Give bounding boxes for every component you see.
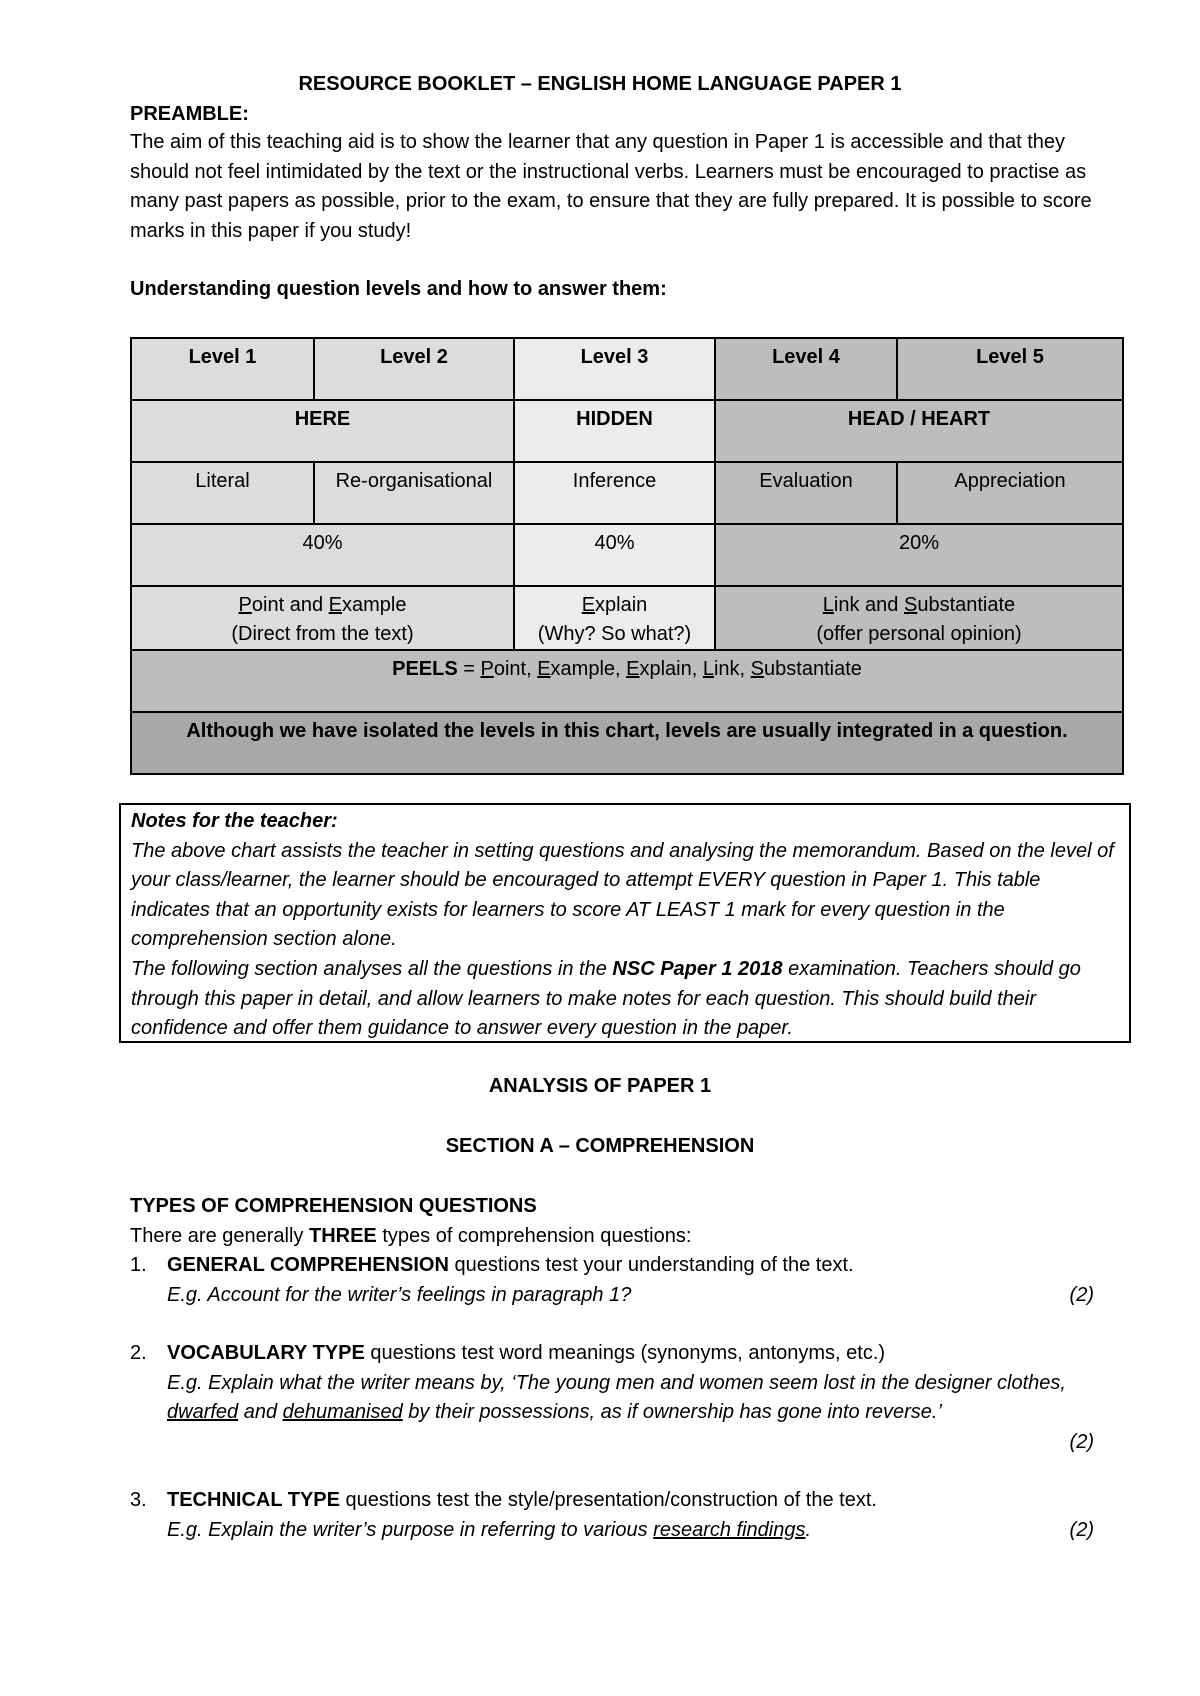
item-example: E.g. Account for the writer’s feelings in paragraph 1? <box>167 1283 632 1306</box>
item-text <box>167 1339 1122 1428</box>
initial-letter: S <box>750 658 765 680</box>
preamble-text: The aim of this teaching aid is to show the learner that any question in Paper 1 is accessible and that they should not feel intimidated by the text or the instructional verbs. Learners must be encouraged to practise as many past papers as possible, prior to the exam, to ensure that they are fully prepared. It is possible to score marks in this paper if you study! <box>130 131 1092 242</box>
types-intro-text: There are generally <box>130 1225 309 1247</box>
levels-heading: Understanding question levels and how to answer them: <box>130 278 667 300</box>
table-row-groups <box>131 400 1123 462</box>
types-intro-bold: THREE <box>308 1225 377 1247</box>
initial-letter: L <box>822 594 834 616</box>
strategy-point-example-cell <box>131 586 514 650</box>
item-type-name: TECHNICAL TYPE <box>167 1489 340 1511</box>
peels-word: ink, <box>713 658 751 680</box>
example-text: E.g. Explain the writer’s purpose in referring to various <box>167 1518 654 1541</box>
analysis-heading: ANALYSIS OF PAPER 1 <box>488 1075 712 1097</box>
peels-cell <box>131 650 1123 712</box>
group-hidden-cell: HIDDEN <box>514 400 715 462</box>
table-row-strategies <box>131 586 1123 650</box>
example-text: by their possessions, as if ownership has gone into reverse.’ <box>402 1401 942 1423</box>
peels-label: PEELS <box>392 658 458 680</box>
initial-letter: E <box>581 594 596 616</box>
list-item <box>130 1486 1122 1546</box>
example-underlined: research findings <box>653 1518 806 1541</box>
type-literal-cell: Literal <box>131 462 314 524</box>
type-inference-cell: Inference <box>514 462 715 524</box>
item-description: questions test the style/presentation/construction of the text. <box>339 1489 877 1511</box>
level-4-cell: Level 4 <box>715 338 897 400</box>
table-row-percentages <box>131 524 1123 586</box>
item-text <box>167 1251 1122 1310</box>
preamble-heading: PREAMBLE: <box>130 103 249 125</box>
strategy-text: oint and <box>251 594 329 616</box>
question-levels-table <box>130 337 1124 775</box>
list-item <box>130 1251 1122 1311</box>
strategy-note: (Why? So what?) <box>537 623 692 645</box>
types-intro-text: types of comprehension questions: <box>376 1225 692 1247</box>
strategy-note: (offer personal opinion) <box>816 623 1022 645</box>
strategy-explain-cell <box>514 586 715 650</box>
item-example <box>167 1372 1066 1424</box>
example-underlined: dwarfed <box>167 1401 239 1423</box>
initial-letter: P <box>238 594 252 616</box>
strategy-text: xplain <box>595 594 648 616</box>
document-title: RESOURCE BOOKLET – ENGLISH HOME LANGUAGE PAPER 1 <box>298 73 902 95</box>
level-2-cell: Level 2 <box>314 338 514 400</box>
strategy-link-substantiate-cell <box>715 586 1123 650</box>
item-mark: (2) <box>1069 1431 1094 1453</box>
strategy-note: (Direct from the text) <box>231 623 414 645</box>
peels-word: oint, <box>493 658 538 680</box>
example-text: and <box>238 1401 283 1423</box>
teacher-notes-para1: The above chart assists the teacher in setting questions and analysing the memorandum. Based on the level of your class/learner, the learner should be encouraged to attempt EVERY question in Paper 1. This table indicates that an opportunity exists for learners to score AT LEAST 1 mark for every question in the comprehension section alone. <box>131 839 1114 951</box>
initial-letter: P <box>480 658 494 680</box>
teacher-notes-para2-bold: NSC Paper 1 2018 <box>612 957 783 980</box>
strategy-text: ubstantiate <box>917 594 1016 616</box>
example-text: . <box>805 1518 812 1541</box>
types-heading: TYPES OF COMPREHENSION QUESTIONS <box>130 1195 537 1217</box>
strategy-text: ink and <box>833 594 904 616</box>
percent-hidden-cell: 40% <box>514 524 715 586</box>
initial-letter: E <box>328 594 342 616</box>
example-text: E.g. Explain what the writer means by, ‘The young men and women seem lost in the designer clothes, <box>167 1371 1066 1394</box>
item-type-name: VOCABULARY TYPE <box>167 1342 365 1364</box>
item-mark: (2) <box>1069 1283 1094 1306</box>
peels-word: xample, <box>550 658 627 680</box>
teacher-notes-para2-a: The following section analyses all the questions in the <box>131 957 613 980</box>
level-3-cell: Level 3 <box>514 338 715 400</box>
initial-letter: E <box>626 658 640 680</box>
strategy-text: xample <box>341 594 407 616</box>
item-number: 3. <box>130 1489 147 1511</box>
item-text <box>167 1486 1122 1545</box>
initial-letter: L <box>702 658 714 680</box>
item-example <box>167 1519 811 1541</box>
initial-letter: E <box>537 658 551 680</box>
type-appreciation-cell: Appreciation <box>897 462 1123 524</box>
type-reorganisational-cell: Re-organisational <box>314 462 514 524</box>
peels-word: ubstantiate <box>764 658 862 680</box>
types-intro <box>130 1222 1122 1252</box>
peels-equals: = <box>457 658 481 680</box>
item-description: questions test word meanings (synonyms, antonyms, etc.) <box>364 1342 886 1364</box>
initial-letter: S <box>903 594 918 616</box>
example-underlined: dehumanised <box>282 1401 403 1423</box>
item-type-name: GENERAL COMPREHENSION <box>167 1254 449 1276</box>
peels-word: xplain, <box>639 658 703 680</box>
table-row-note <box>131 712 1123 774</box>
group-head-heart-cell: HEAD / HEART <box>715 400 1123 462</box>
integration-note-cell: Although we have isolated the levels in this chart, levels are usually integrated in a question. <box>131 712 1123 774</box>
teacher-notes-box <box>119 803 1131 1043</box>
table-row-peels <box>131 650 1123 712</box>
level-5-cell: Level 5 <box>897 338 1123 400</box>
type-evaluation-cell: Evaluation <box>715 462 897 524</box>
item-number: 1. <box>130 1254 147 1276</box>
table-row-levels <box>131 338 1123 400</box>
level-1-cell: Level 1 <box>131 338 314 400</box>
teacher-notes-para2-b: examination. Teachers should go through this paper in detail, and allow learners to make notes for each question. This should build their confidence and offer them guidance to answer every question in the paper. <box>131 957 1081 1040</box>
table-row-types <box>131 462 1123 524</box>
list-item <box>130 1339 1122 1459</box>
percent-here-cell: 40% <box>131 524 514 586</box>
teacher-notes-heading: Notes for the teacher: <box>131 810 338 832</box>
section-heading: SECTION A – COMPREHENSION <box>445 1135 755 1157</box>
item-mark: (2) <box>1069 1518 1094 1541</box>
percent-head-heart-cell: 20% <box>715 524 1123 586</box>
group-here-cell: HERE <box>131 400 514 462</box>
item-number: 2. <box>130 1342 147 1364</box>
item-description: questions test your understanding of the text. <box>448 1254 854 1276</box>
